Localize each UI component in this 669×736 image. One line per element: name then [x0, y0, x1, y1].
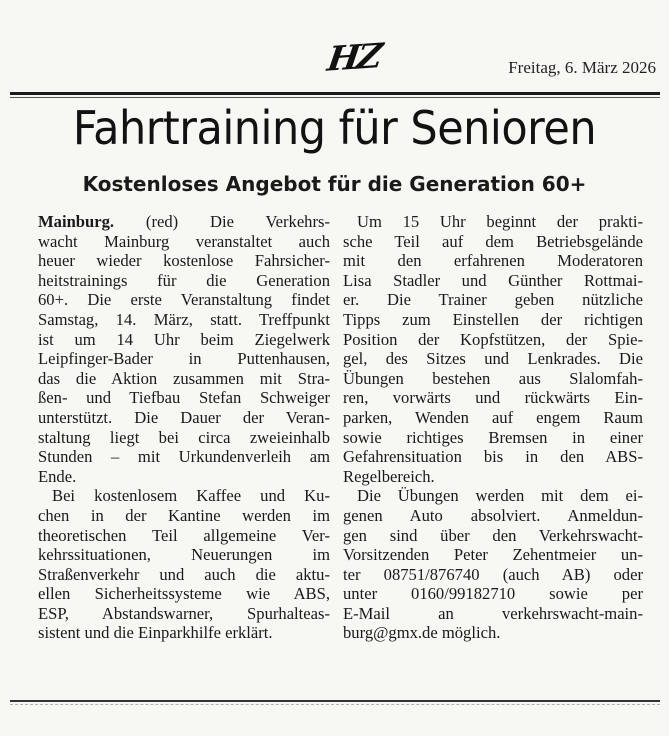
article-line: burg@gmx.de möglich. — [343, 623, 501, 643]
article-line: sistent und die Einparkhilfe erklärt. — [38, 623, 273, 643]
article-subheadline: Kostenloses Angebot für die Generation 60+ — [82, 172, 587, 196]
masthead — [10, 30, 660, 92]
article-line: Lisa Stadler und Günther Rottmai- — [343, 270, 643, 290]
footer-rule — [10, 700, 660, 702]
article-line: Tipps zum Einstellen der richtigen — [343, 309, 643, 329]
article-line: sche Teil auf dem Betriebsgelände — [343, 231, 643, 251]
article-line: ist um 14 Uhr beim Ziegelwerk — [38, 329, 330, 349]
article-line: Leipfinger-Bader in Puttenhausen, — [38, 349, 330, 369]
article-line: staltung liegt bei circa zweieinhalb — [38, 427, 330, 447]
article-line: kehrssituationen, Neuerungen im — [38, 545, 330, 565]
article-line: Übungen bestehen aus Slalomfah- — [343, 368, 643, 388]
article-column-left — [38, 212, 330, 643]
article-line: unterstützt. Die Dauer der Veran- — [38, 407, 330, 427]
article-line — [38, 212, 330, 232]
article-line: heitstrainings für die Generation — [38, 270, 330, 290]
article-line: Position der Kopfstützen, der Spie- — [343, 329, 643, 349]
article-line: mit den erfahrenen Moderatoren — [343, 251, 643, 271]
article-line-text: (red) Die Verkehrs- — [114, 212, 330, 231]
scan-edge-artifact — [10, 704, 660, 709]
article-line: wacht Mainburg veranstaltet auch — [38, 231, 330, 251]
article-line: gen sind über den Verkehrswacht- — [343, 525, 643, 545]
article-line: Die Übungen werden mit dem ei- — [357, 486, 643, 506]
article-line: chen in der Kantine werden im — [38, 505, 330, 525]
article-line: sowie richtiges Bremsen in einer — [343, 427, 643, 447]
article-line: genen Auto absolviert. Anmeldun- — [343, 505, 643, 525]
article-line: Regelbereich. — [343, 466, 435, 486]
publication-date: Freitag, 6. März 2026 — [508, 58, 656, 77]
article-line: Vorsitzenden Peter Zehentmeier un- — [343, 545, 643, 565]
article-line: parken, Wenden auf engem Raum — [343, 407, 643, 427]
article-line: heuer wieder kostenlose Fahrsicher- — [38, 251, 330, 271]
article-line: unter 0160/99182710 sowie per — [343, 584, 643, 604]
article-line: ESP, Abstandswarner, Spurhalteas- — [38, 603, 330, 623]
article-line: Gefahrensituation bis in den ABS- — [343, 447, 643, 467]
article-line: Um 15 Uhr beginnt der prakti- — [357, 212, 643, 231]
header-rule-thin — [10, 97, 660, 98]
article-headline: Fahrtraining für Senioren — [72, 102, 597, 156]
article-line: ellen Sicherheitssysteme wie ABS, — [38, 584, 330, 604]
article-line: Stunden – mit Urkundenverleih am — [38, 447, 330, 467]
article-dateline: Mainburg. — [38, 212, 115, 231]
article-line: Straßenverkehr und auch die aktu- — [38, 564, 330, 584]
article-line: 60+. Die erste Veranstaltung findet — [38, 290, 330, 310]
article-line: er. Die Trainer geben nützliche — [343, 290, 643, 310]
newspaper-logo: HZ — [324, 36, 383, 80]
article-line: Ende. — [38, 466, 77, 486]
article-line: gel, des Sitzes und Lenkrades. Die — [343, 349, 643, 369]
header-rule — [10, 92, 660, 95]
article-column-right — [343, 212, 643, 643]
article-line: E-Mail an verkehrswacht-main- — [343, 603, 643, 623]
article-line: Samstag, 14. März, statt. Treffpunkt — [38, 309, 330, 329]
article-line: ter 08751/876740 (auch AB) oder — [343, 564, 643, 584]
article-line: Bei kostenlosem Kaffee und Ku- — [52, 486, 330, 506]
article-line: ßen- und Tiefbau Stefan Schweiger — [38, 388, 330, 408]
article-line: ren, vorwärts und rückwärts Ein- — [343, 388, 643, 408]
article-line: das die Aktion zusammen mit Stra- — [38, 368, 330, 388]
article-line: theoretischen Teil allgemeine Ver- — [38, 525, 330, 545]
